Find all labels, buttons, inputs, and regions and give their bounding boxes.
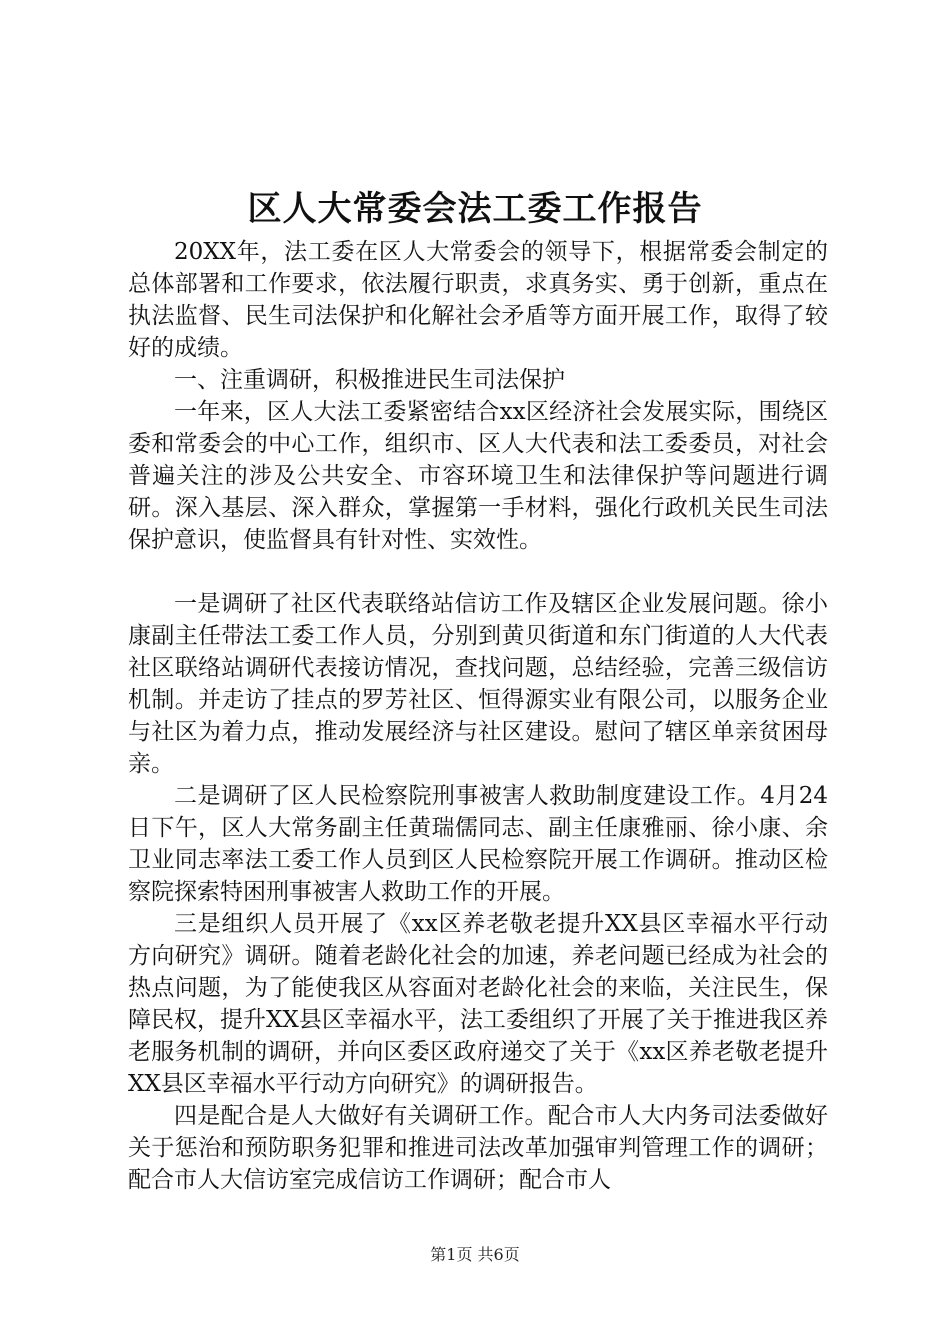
page-number-footer: 第1页 共6页 bbox=[430, 1245, 520, 1264]
document-body bbox=[128, 236, 828, 1196]
paragraph-item-2: 二是调研了区人民检察院刑事被害人救助制度建设工作。4月24日下午，区人大常务副主任黄瑞儒同志、副主任康雅丽、徐小康、余卫业同志率法工委工作人员到区人民检察院开展工作调研。推动区检察院探索特困刑事被害人救助工作的开展。 bbox=[128, 783, 828, 905]
paragraph-intro: 20XX年，法工委在区人大常委会的领导下，根据常委会制定的总体部署和工作要求，依法履行职责，求真务实、勇于创新，重点在执法监督、民生司法保护和化解社会矛盾等方面开展工作，取得了较好的成绩。 bbox=[128, 239, 828, 361]
paragraph-section-1-summary: 一年来，区人大法工委紧密结合xx区经济社会发展实际，围绕区委和常委会的中心工作，组织市、区人大代表和法工委委员，对社会普遍关注的涉及公共安全、市容环境卫生和法律保护等问题进行调研。深入基层、深入群众，掌握第一手材料，强化行政机关民生司法保护意识，使监督具有针对性、实效性。 bbox=[128, 399, 828, 553]
paragraph-item-4: 四是配合是人大做好有关调研工作。配合市人大内务司法委做好关于惩治和预防职务犯罪和推进司法改革加强审判管理工作的调研；配合市人大信访室完成信访工作调研；配合市人 bbox=[128, 1103, 828, 1193]
section-heading-1: 一、注重调研，积极推进民生司法保护 bbox=[174, 367, 565, 393]
paragraph-item-1: 一是调研了社区代表联络站信访工作及辖区企业发展问题。徐小康副主任带法工委工作人员，分别到黄贝街道和东门街道的人大代表社区联络站调研代表接访情况，查找问题，总结经验，完善三级信访机制。并走访了挂点的罗芳社区、恒得源实业有限公司，以服务企业与社区为着力点，推动发展经济与社区建设。慰问了辖区单亲贫困母亲。 bbox=[128, 591, 828, 777]
document-title: 区人大常委会法工委工作报告 bbox=[247, 189, 703, 229]
paragraph-item-3: 三是组织人员开展了《xx区养老敬老提升XX县区幸福水平行动方向研究》调研。随着老龄化社会的加速，养老问题已经成为社会的热点问题，为了能使我区从容面对老龄化社会的来临，关注民生，保障民权，提升XX县区幸福水平，法工委组织了开展了关于推进我区养老服务机制的调研，并向区委区政府递交了关于《xx区养老敬老提升XX县区幸福水平行动方向研究》的调研报告。 bbox=[128, 911, 828, 1097]
